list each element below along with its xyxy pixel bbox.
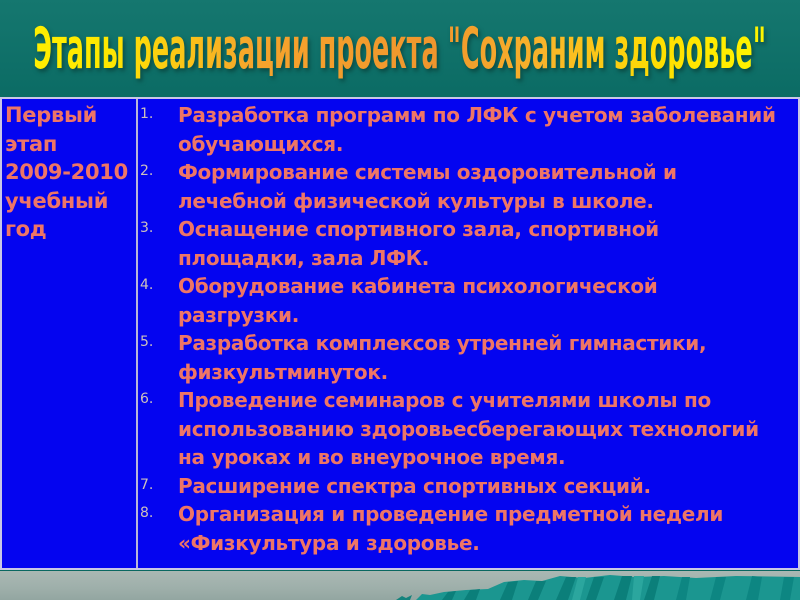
list-item-number: 7. — [140, 476, 154, 493]
content-panel — [0, 97, 800, 570]
stage-label-line: этап — [5, 131, 58, 156]
list-item-text: физкультминуток. — [178, 359, 388, 384]
list-item-text: Расширение спектра спортивных секций. — [178, 473, 651, 498]
stage-label-line: 2009-2010 — [5, 160, 128, 184]
list-item — [139, 386, 794, 472]
list-item-text: Оснащение спортивного зала, спортивной — [178, 217, 659, 241]
list-item-number: 8. — [140, 505, 154, 521]
list-item-text: разгрузки. — [178, 302, 300, 327]
list-item — [139, 272, 794, 329]
stage-label-line: Первый — [5, 103, 98, 127]
list-item-number: 5. — [140, 334, 154, 350]
list-item-text: обучающихся. — [178, 131, 344, 156]
list-item-text: Оборудование кабинета психологической — [178, 274, 658, 298]
list-item-number: 2. — [140, 163, 154, 179]
list-item-text: площадки, зала ЛФК. — [178, 245, 430, 270]
list-item-number: 4. — [140, 277, 154, 293]
list-item — [139, 472, 794, 501]
list-item-text: использованию здоровьесберегающих технологий — [178, 416, 759, 441]
list-item-number: 1. — [140, 106, 154, 122]
list-item — [139, 329, 794, 386]
list-item-text: Организация и проведение предметной недели — [178, 502, 724, 526]
slide-title-text: Этапы реализации проекта "Сохраним здоровье" — [33, 16, 767, 83]
stage-label-line: год — [5, 217, 47, 241]
list-item-text: Формирование системы оздоровительной и — [178, 160, 677, 184]
list-item — [139, 500, 794, 557]
list-item-number: 3. — [140, 220, 154, 236]
list-item-text: лечебной физической культуры в школе. — [178, 188, 654, 213]
list-item — [139, 101, 794, 158]
stage-label — [5, 101, 135, 244]
brushstroke-graphic — [396, 572, 800, 600]
column-divider — [136, 99, 138, 568]
list-item — [139, 158, 794, 215]
list-item-number: 6. — [140, 391, 154, 407]
list-item-text: Разработка комплексов утренней гимнастики, — [178, 331, 707, 355]
slide-title — [0, 12, 800, 88]
list-item-text: «Физкультура и здоровье. — [178, 530, 480, 555]
stage-task-list — [139, 101, 794, 557]
list-item-text: Разработка программ по ЛФК с учетом заболеваний — [178, 103, 776, 127]
stage-label-line: учебный — [5, 188, 109, 213]
list-item-text: Проведение семинаров с учителями школы по — [178, 388, 711, 412]
list-item — [139, 215, 794, 272]
list-item-text: на уроках и во внеурочное время. — [178, 445, 566, 469]
